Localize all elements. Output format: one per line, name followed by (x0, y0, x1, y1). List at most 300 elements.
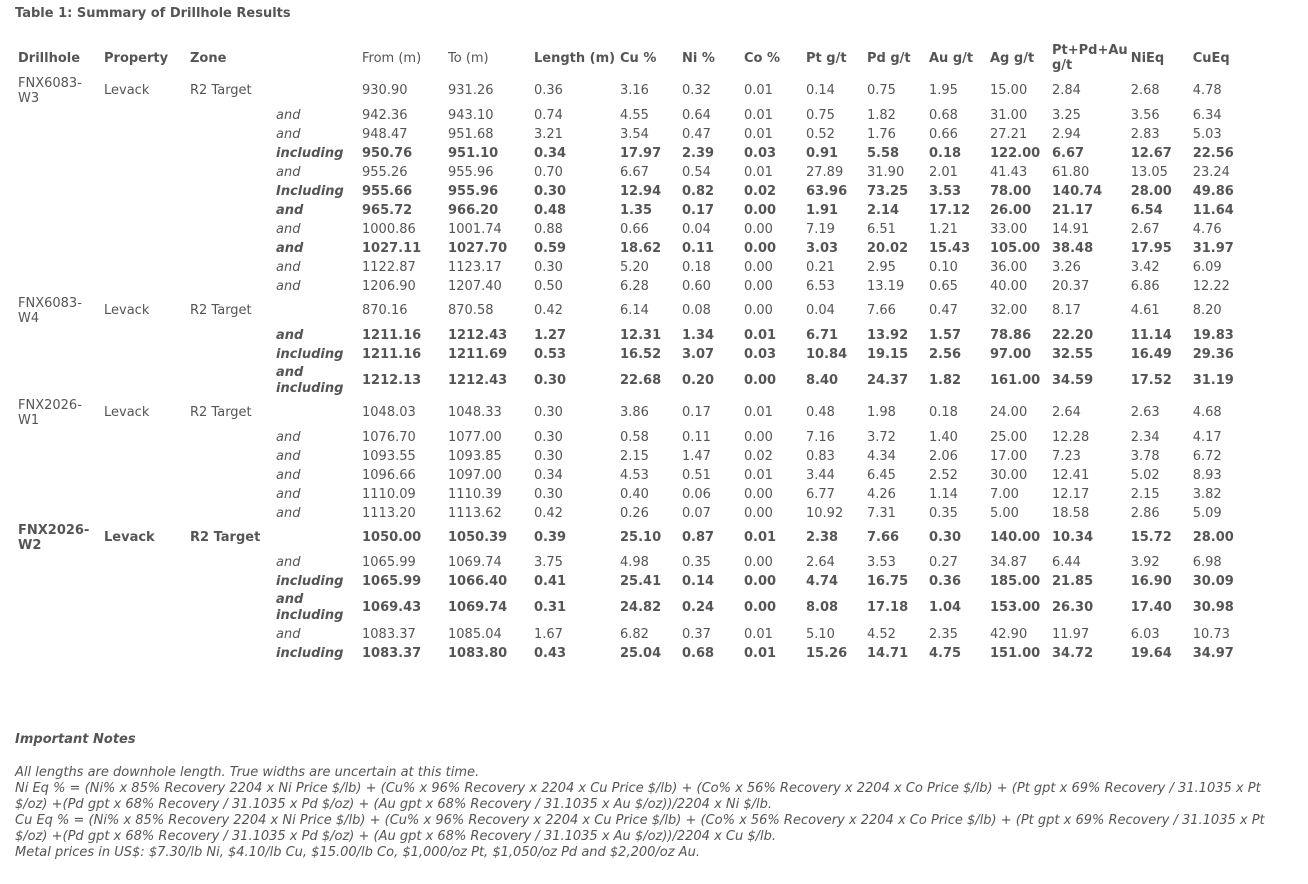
au-cell: 0.27 (929, 554, 958, 570)
zone-cell (187, 163, 273, 182)
to-cell: 1069.74 (448, 600, 508, 615)
cueq-cell: 6.72 (1192, 448, 1222, 464)
column-header: Zone (190, 50, 227, 66)
cu-cell: 0.58 (620, 429, 649, 445)
table-row (15, 398, 1252, 428)
to-cell: 951.68 (448, 126, 494, 142)
column-header: From (m) (362, 50, 422, 66)
pt-cell: 0.21 (806, 259, 835, 275)
pt-cell: 8.40 (806, 373, 839, 388)
qualifier-cell: including (276, 645, 344, 661)
ni-cell: 0.04 (682, 221, 711, 237)
property-cell (101, 625, 187, 644)
nieq-cell: 6.03 (1130, 626, 1160, 642)
cueq-cell: 29.36 (1192, 346, 1234, 362)
table-row (15, 447, 1252, 466)
qualifier-cell: and (276, 327, 304, 343)
nieq-cell: 6.86 (1130, 278, 1160, 294)
ag-cell: 140.00 (990, 530, 1041, 545)
length-cell: 0.48 (534, 202, 567, 218)
length-cell: 0.36 (534, 83, 563, 98)
ag-cell: 42.90 (990, 626, 1028, 642)
from-cell: 1113.20 (362, 505, 416, 521)
drillhole-cell (15, 428, 101, 447)
drillhole-cell (15, 591, 101, 625)
property-cell: Levack (104, 83, 150, 98)
note-line: All lengths are downhole length. True widths are uncertain at this time. (15, 765, 480, 780)
from-cell: 1000.86 (362, 221, 416, 237)
ptpdau-cell: 2.64 (1052, 405, 1081, 420)
from-cell: 1076.70 (362, 429, 416, 445)
ptpdau-cell: 38.48 (1052, 240, 1094, 256)
ptpdau-cell: 14.91 (1052, 221, 1090, 237)
to-cell: 1083.80 (448, 645, 508, 661)
ni-cell: 0.20 (682, 373, 715, 388)
pd-cell: 7.66 (867, 303, 896, 318)
column-header: To (m) (448, 50, 489, 66)
pt-cell: 63.96 (806, 183, 848, 199)
pt-cell: 4.74 (806, 573, 839, 589)
ptpdau-cell: 21.17 (1052, 202, 1094, 218)
to-cell: 966.20 (448, 202, 499, 218)
drillhole-cell (15, 163, 101, 182)
pd-cell: 16.75 (867, 573, 909, 589)
nieq-cell: 11.14 (1130, 327, 1172, 343)
pt-cell: 3.03 (806, 240, 839, 256)
au-cell: 0.30 (929, 530, 962, 545)
drillhole-cell (15, 106, 101, 125)
table-row (15, 466, 1252, 485)
co-cell: 0.00 (744, 373, 777, 388)
to-cell: 1097.00 (448, 467, 502, 483)
pd-cell: 2.95 (867, 259, 896, 275)
ptpdau-cell: 11.97 (1052, 626, 1090, 642)
table-row (15, 644, 1252, 663)
ni-cell: 1.34 (682, 327, 715, 343)
zone-cell (187, 466, 273, 485)
pd-cell: 7.66 (867, 530, 900, 545)
column-header: Property (104, 50, 169, 66)
ptpdau-cell: 61.80 (1052, 164, 1090, 180)
cu-cell: 3.86 (620, 405, 649, 420)
ni-cell: 0.47 (682, 126, 711, 142)
ptpdau-cell: 7.23 (1052, 448, 1081, 464)
length-cell: 1.27 (534, 327, 567, 343)
table-title: Table 1: Summary of Drillhole Results (15, 6, 291, 21)
ag-cell: 78.00 (990, 183, 1032, 199)
pt-cell: 10.92 (806, 505, 844, 521)
property-cell (101, 201, 187, 220)
column-header: Pt g/t (806, 50, 847, 66)
to-cell: 951.10 (448, 145, 499, 161)
pd-cell: 3.72 (867, 429, 896, 445)
length-cell: 0.34 (534, 467, 563, 483)
nieq-cell: 16.90 (1130, 573, 1172, 589)
pt-cell: 6.71 (806, 327, 839, 343)
table-row (15, 553, 1252, 572)
au-cell: 0.18 (929, 405, 958, 420)
property-cell (101, 428, 187, 447)
qualifier-cell: Including (276, 183, 344, 199)
from-cell: 1083.37 (362, 626, 416, 642)
table-row (15, 428, 1252, 447)
ptpdau-cell: 26.30 (1052, 600, 1094, 615)
au-cell: 4.75 (929, 645, 962, 661)
ptpdau-cell: 3.25 (1052, 107, 1081, 123)
pt-cell: 0.14 (806, 83, 835, 98)
cu-cell: 5.20 (620, 259, 649, 275)
table-row (15, 326, 1252, 345)
column-header: Co % (744, 50, 781, 66)
property-cell (101, 466, 187, 485)
au-cell: 15.43 (929, 240, 971, 256)
pd-cell: 0.75 (867, 83, 896, 98)
to-cell: 1207.40 (448, 278, 502, 294)
ptpdau-cell: 12.28 (1052, 429, 1090, 445)
pt-cell: 0.04 (806, 303, 835, 318)
drillhole-cell (15, 345, 101, 364)
cueq-cell: 6.09 (1192, 259, 1222, 275)
co-cell: 0.01 (744, 645, 777, 661)
pt-cell: 7.16 (806, 429, 835, 445)
length-cell: 0.53 (534, 346, 567, 362)
au-cell: 1.14 (929, 486, 958, 502)
pd-cell: 1.76 (867, 126, 896, 142)
length-cell: 0.42 (534, 303, 563, 318)
cueq-cell: 30.09 (1192, 573, 1234, 589)
ni-cell: 0.18 (682, 259, 711, 275)
property-cell (101, 144, 187, 163)
co-cell: 0.00 (744, 303, 773, 318)
zone-cell (187, 345, 273, 364)
ni-cell: 0.08 (682, 303, 711, 318)
ni-cell: 0.64 (682, 107, 711, 123)
qualifier-cell (273, 398, 359, 428)
table-row (15, 504, 1252, 523)
qualifier-cell: and (276, 164, 301, 180)
zone-cell: R2 Target (190, 83, 252, 98)
ni-cell: 0.07 (682, 505, 711, 521)
pd-cell: 5.58 (867, 145, 900, 161)
cueq-cell: 5.09 (1192, 505, 1222, 521)
ptpdau-cell: 12.17 (1052, 486, 1090, 502)
drillhole-cell (15, 144, 101, 163)
ag-cell: 161.00 (990, 373, 1041, 388)
table-row (15, 277, 1252, 296)
ni-cell: 0.82 (682, 183, 715, 199)
ptpdau-cell: 34.72 (1052, 645, 1094, 661)
column-header: Length (m) (534, 50, 616, 66)
pd-cell: 4.52 (867, 626, 896, 642)
co-cell: 0.03 (744, 145, 777, 161)
drillhole-cell: FNX2026-W1 (18, 398, 82, 428)
column-header: Ni % (682, 50, 715, 66)
ag-cell: 34.87 (990, 554, 1028, 570)
ag-cell: 78.86 (990, 327, 1032, 343)
qualifier-cell: and including (276, 592, 344, 623)
ptpdau-cell: 12.41 (1052, 467, 1090, 483)
pd-cell: 2.14 (867, 202, 900, 218)
table-row (15, 163, 1252, 182)
length-cell: 0.30 (534, 183, 567, 199)
table-row (15, 625, 1252, 644)
pt-cell: 1.91 (806, 202, 839, 218)
pd-cell: 20.02 (867, 240, 909, 256)
au-cell: 0.10 (929, 259, 958, 275)
nieq-cell: 16.49 (1130, 346, 1172, 362)
au-cell: 1.82 (929, 373, 962, 388)
drillhole-cell: FNX6083-W3 (18, 76, 82, 106)
nieq-cell: 28.00 (1130, 183, 1172, 199)
zone-cell (187, 201, 273, 220)
column-header: Ag g/t (990, 50, 1035, 66)
nieq-cell: 4.61 (1130, 303, 1160, 318)
to-cell: 955.96 (448, 164, 494, 180)
qualifier-cell: and (276, 240, 304, 256)
property-cell (101, 504, 187, 523)
drillhole-cell (15, 258, 101, 277)
co-cell: 0.00 (744, 240, 777, 256)
drillhole-cell (15, 125, 101, 144)
cu-cell: 4.98 (620, 554, 649, 570)
to-cell: 1066.40 (448, 573, 508, 589)
ag-cell: 32.00 (990, 303, 1028, 318)
zone-cell (187, 144, 273, 163)
nieq-cell: 2.67 (1130, 221, 1160, 237)
ptpdau-cell: 140.74 (1052, 183, 1103, 199)
qualifier-cell: and (276, 626, 301, 642)
ni-cell: 0.32 (682, 83, 711, 98)
pd-cell: 13.19 (867, 278, 905, 294)
pd-cell: 17.18 (867, 600, 909, 615)
cueq-cell: 28.00 (1192, 530, 1234, 545)
from-cell: 1048.03 (362, 405, 416, 420)
zone-cell: R2 Target (190, 303, 252, 318)
au-cell: 0.68 (929, 107, 958, 123)
co-cell: 0.00 (744, 202, 777, 218)
ag-cell: 40.00 (990, 278, 1028, 294)
nieq-cell: 5.02 (1130, 467, 1160, 483)
property-cell (101, 106, 187, 125)
drillhole-cell (15, 572, 101, 591)
pt-cell: 8.08 (806, 600, 839, 615)
au-cell: 1.40 (929, 429, 958, 445)
property-cell (101, 277, 187, 296)
au-cell: 17.12 (929, 202, 971, 218)
co-cell: 0.00 (744, 221, 773, 237)
from-cell: 1083.37 (362, 645, 422, 661)
table-row (15, 182, 1252, 201)
pt-cell: 0.52 (806, 126, 835, 142)
qualifier-cell (273, 296, 359, 326)
nieq-cell: 12.67 (1130, 145, 1172, 161)
nieq-cell: 2.15 (1130, 486, 1160, 502)
pd-cell: 19.15 (867, 346, 909, 362)
cueq-cell: 31.97 (1192, 240, 1234, 256)
property-cell (101, 485, 187, 504)
ag-cell: 26.00 (990, 202, 1032, 218)
drillhole-cell (15, 239, 101, 258)
ag-cell: 7.00 (990, 486, 1019, 502)
from-cell: 955.26 (362, 164, 408, 180)
pd-cell: 3.53 (867, 554, 896, 570)
nieq-cell: 3.78 (1130, 448, 1160, 464)
ag-cell: 97.00 (990, 346, 1032, 362)
qualifier-cell: and (276, 259, 301, 275)
zone-cell (187, 644, 273, 663)
nieq-cell: 13.05 (1130, 164, 1168, 180)
length-cell: 0.39 (534, 530, 567, 545)
to-cell: 943.10 (448, 107, 494, 123)
co-cell: 0.00 (744, 429, 773, 445)
property-cell (101, 644, 187, 663)
from-cell: 1212.13 (362, 373, 422, 388)
ni-cell: 1.47 (682, 448, 711, 464)
ni-cell: 0.60 (682, 278, 711, 294)
ag-cell: 31.00 (990, 107, 1028, 123)
cueq-cell: 23.24 (1192, 164, 1230, 180)
co-cell: 0.01 (744, 626, 773, 642)
ag-cell: 27.21 (990, 126, 1028, 142)
cueq-cell: 12.22 (1192, 278, 1230, 294)
from-cell: 1206.90 (362, 278, 416, 294)
cu-cell: 17.97 (620, 145, 662, 161)
zone-cell (187, 258, 273, 277)
nieq-cell: 2.86 (1130, 505, 1160, 521)
co-cell: 0.01 (744, 530, 777, 545)
from-cell: 1096.66 (362, 467, 416, 483)
length-cell: 0.59 (534, 240, 567, 256)
property-cell (101, 125, 187, 144)
table-row (15, 125, 1252, 144)
to-cell: 1093.85 (448, 448, 502, 464)
drillhole-cell (15, 485, 101, 504)
length-cell: 0.43 (534, 645, 567, 661)
co-cell: 0.00 (744, 505, 773, 521)
zone-cell (187, 239, 273, 258)
cu-cell: 3.16 (620, 83, 649, 98)
cueq-cell: 19.83 (1192, 327, 1234, 343)
length-cell: 0.30 (534, 373, 567, 388)
table-row (15, 258, 1252, 277)
to-cell: 1113.62 (448, 505, 502, 521)
table-row (15, 523, 1252, 553)
length-cell: 0.30 (534, 405, 563, 420)
au-cell: 2.56 (929, 346, 962, 362)
ni-cell: 0.51 (682, 467, 711, 483)
qualifier-cell: and (276, 486, 301, 502)
cueq-cell: 49.86 (1192, 183, 1234, 199)
pt-cell: 15.26 (806, 645, 848, 661)
drillhole-cell (15, 277, 101, 296)
cu-cell: 25.41 (620, 573, 662, 589)
length-cell: 0.42 (534, 505, 563, 521)
co-cell: 0.01 (744, 164, 773, 180)
drillhole-cell (15, 182, 101, 201)
au-cell: 1.21 (929, 221, 958, 237)
pd-cell: 1.82 (867, 107, 896, 123)
au-cell: 2.35 (929, 626, 958, 642)
drillhole-cell (15, 625, 101, 644)
ag-cell: 30.00 (990, 467, 1028, 483)
co-cell: 0.01 (744, 126, 773, 142)
column-header (273, 40, 359, 76)
cu-cell: 22.68 (620, 373, 662, 388)
co-cell: 0.03 (744, 346, 777, 362)
cu-cell: 6.67 (620, 164, 649, 180)
property-cell (101, 258, 187, 277)
au-cell: 0.35 (929, 505, 958, 521)
pd-cell: 73.25 (867, 183, 909, 199)
pd-cell: 14.71 (867, 645, 909, 661)
cu-cell: 12.94 (620, 183, 662, 199)
length-cell: 3.21 (534, 126, 563, 142)
au-cell: 2.06 (929, 448, 958, 464)
qualifier-cell: and (276, 202, 304, 218)
to-cell: 1212.43 (448, 373, 508, 388)
column-header: Drillhole (18, 50, 81, 66)
ni-cell: 2.39 (682, 145, 715, 161)
table-row (15, 220, 1252, 239)
length-cell: 0.30 (534, 448, 563, 464)
cueq-cell: 34.97 (1192, 645, 1234, 661)
cueq-cell: 6.34 (1192, 107, 1222, 123)
table-row (15, 572, 1252, 591)
from-cell: 1110.09 (362, 486, 416, 502)
ag-cell: 25.00 (990, 429, 1028, 445)
table-row (15, 591, 1252, 625)
cu-cell: 4.53 (620, 467, 649, 483)
cu-cell: 0.66 (620, 221, 649, 237)
from-cell: 1069.43 (362, 600, 422, 615)
ag-cell: 17.00 (990, 448, 1028, 464)
pd-cell: 6.51 (867, 221, 896, 237)
co-cell: 0.01 (744, 405, 773, 420)
property-cell (101, 591, 187, 625)
from-cell: 1093.55 (362, 448, 416, 464)
cu-cell: 6.14 (620, 303, 649, 318)
au-cell: 3.53 (929, 183, 962, 199)
ni-cell: 0.35 (682, 554, 711, 570)
co-cell: 0.01 (744, 327, 777, 343)
co-cell: 0.00 (744, 259, 773, 275)
note-line: Ni Eq % = (Ni% x 85% Recovery 2204 x Ni Price $/lb) + (Cu% x 96% Recovery x 2204 x Cu Price $/lb) + (Co% x 56% Recovery x 2204 x Co Price $/lb) + (Pt gpt x 69% Recovery / 31.1035 x Pt $/oz) +(Pd gpt x 68% Recovery / 31.1035 x Pd $/oz) + (Au gpt x 68% Recovery / 31.1035 x Au $/oz))/2204 x Ni $/lb. (15, 781, 1261, 812)
cu-cell: 12.31 (620, 327, 662, 343)
cu-cell: 2.15 (620, 448, 649, 464)
nieq-cell: 2.83 (1130, 126, 1160, 142)
property-cell (101, 220, 187, 239)
ag-cell: 41.43 (990, 164, 1028, 180)
cueq-cell: 3.82 (1192, 486, 1222, 502)
drillhole-cell (15, 364, 101, 398)
ptpdau-cell: 20.37 (1052, 278, 1090, 294)
pd-cell: 31.90 (867, 164, 905, 180)
zone-cell: R2 Target (190, 405, 252, 420)
pt-cell: 7.19 (806, 221, 835, 237)
pt-cell: 2.38 (806, 530, 839, 545)
nieq-cell: 3.56 (1130, 107, 1160, 123)
qualifier-cell: and including (276, 365, 344, 396)
drillhole-cell (15, 644, 101, 663)
ni-cell: 0.11 (682, 240, 715, 256)
au-cell: 0.65 (929, 278, 958, 294)
from-cell: 955.66 (362, 183, 413, 199)
cu-cell: 1.35 (620, 202, 653, 218)
cueq-cell: 5.03 (1192, 126, 1222, 142)
ag-cell: 105.00 (990, 240, 1041, 256)
ptpdau-cell: 32.55 (1052, 346, 1094, 362)
important-notes (15, 732, 1265, 861)
